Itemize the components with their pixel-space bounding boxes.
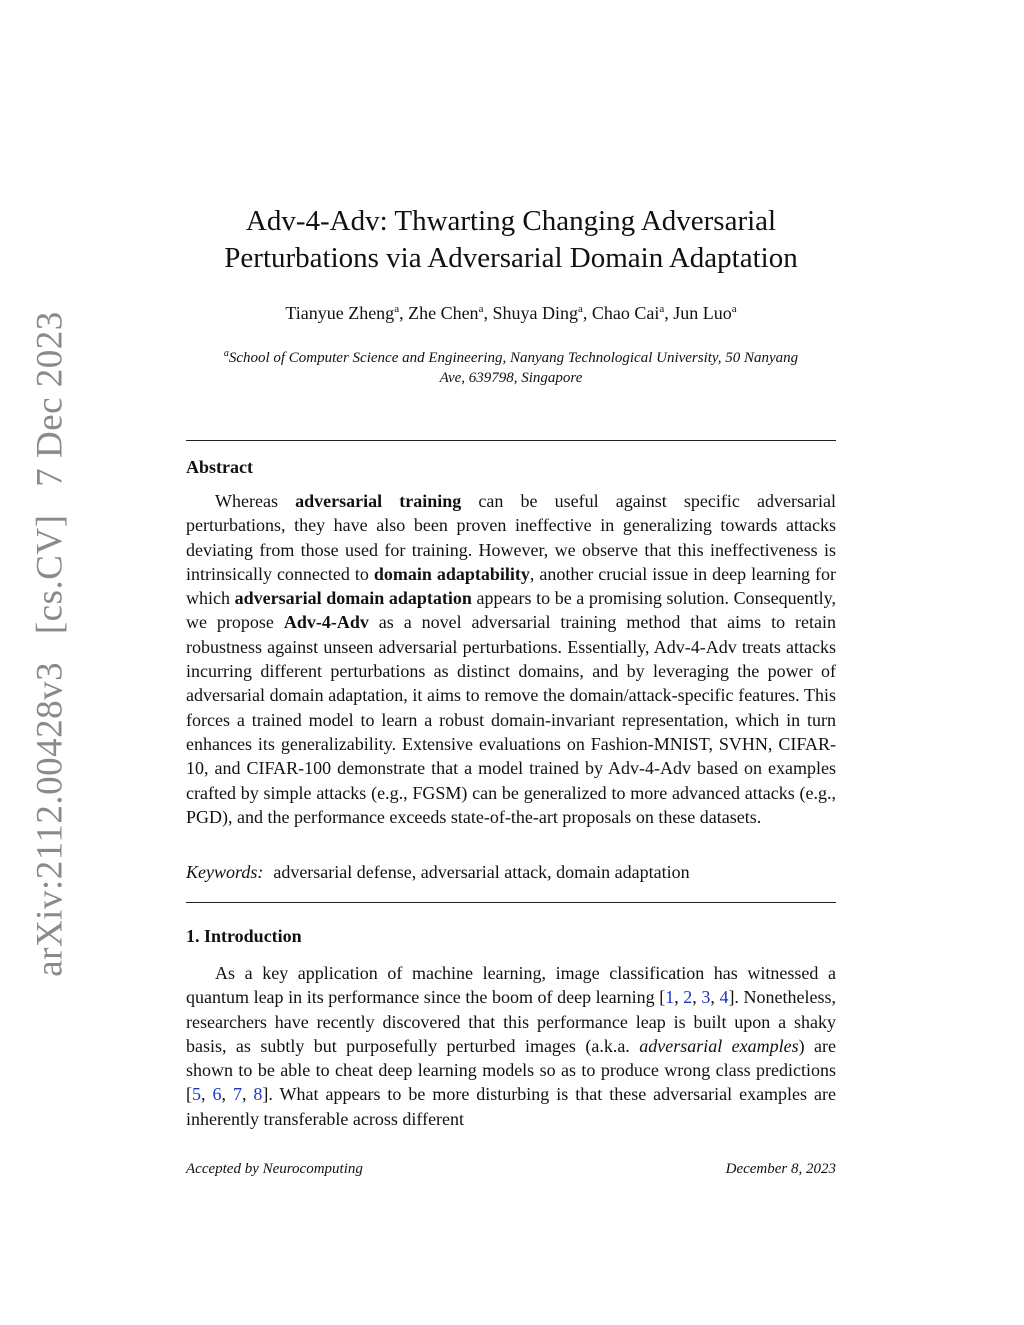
affiliation [186,344,836,388]
citation-link[interactable]: 1 [665,987,675,1008]
arxiv-id: arXiv:2112.00428v3 [29,661,71,977]
author-affil-mark: a [731,303,737,315]
intro-text: ]. Nonetheless, researchers have recently discovered that this performance leap is built upon a shaky basis, as subtly but purposefully perturbed images (a.k.a. [186,987,836,1056]
author-affil-mark: a [478,303,484,315]
intro-text: ]. What appears to be more disturbing is that these adversarial examples are inherently transferable across different [186,1084,836,1129]
author-affil-mark: a [659,303,665,315]
abstract-text: appears to be a promising solution. Consequently, we propose [186,588,836,633]
title-line-2: Perturbations via Adversarial Domain Adaptation [224,242,798,274]
abstract-bold-term: adversarial training [295,491,462,511]
intro-italic-term: adversarial examples [639,1035,799,1056]
abstract-text: can be useful against specific adversarial perturbations, they have also been proven ineffective in generalizing towards attacks deviating from those used for training. However, we observe that this ineffectiveness is intrinsically connected to [186,491,836,584]
abstract-bold-term: adversarial domain adaptation [234,588,472,609]
abstract-heading: Abstract [186,457,253,477]
citation-link[interactable]: 7 [232,1084,242,1105]
intro-text: ) are shown to be able to cheat deep learning models so as to produce wrong class predictions [ [186,1035,837,1105]
arxiv-date: 7 Dec 2023 [29,311,71,487]
abstract-text: as a novel adversarial training method that aims to retain robustness against unseen adversarial perturbations. Essentially, Adv-4-Adv treats attacks incurring different perturbations as distinct domains, and by leveraging the power of adversarial domain adaptation, it aims to remove the domain/attack-specific features. This forces a trained model to learn a robust domain-invariant representation, which in turn enhances its generalizability. Extensive evaluations on Fashion-MNIST, SVHN, CIFAR-10, and CIFAR-100 demonstrate that a model trained by Adv-4-Adv based on examples crafted by simple attacks (e.g., FGSM) can be generalized to more advanced attacks (e.g., PGD), and the performance exceeds state-of-the-art proposals on these datasets. [186,612,836,827]
title-line-1: Adv-4-Adv: Thwarting Changing Adversarial [245,205,777,237]
author-list: Tianyue Zheng$^a$, Zhe Chen$^a$, Shuya Ding$^a$, Chao Cai$^a$, Jun Luo$^a$ [285,303,737,323]
author-affil-mark: a [577,303,583,315]
intro-text: As a key application of machine learning, image classification has witnessed a quantum leap in its performance since the boom of deep learning [ [186,963,836,1008]
citation-link[interactable]: 3 [701,987,711,1008]
citation-link[interactable]: 2 [683,987,693,1008]
affiliation-text-1: School of Computer Science and Engineering, Nanyang Technological University, 50 Nanyang [228,350,799,366]
arxiv-category: [cs.CV] [29,514,71,635]
paper-title [186,203,836,277]
top-divider [186,440,836,441]
keywords-text: adversarial defense, adversarial attack, domain adaptation [273,862,690,882]
affiliation-line-1 [186,344,836,368]
author-name: Tianyue Zheng [285,303,395,323]
abstract-text: Whereas [215,491,296,511]
section-heading-introduction: 1. Introduction [186,926,302,946]
abstract-text: , another crucial issue in deep learning for which [186,563,836,609]
author-affil-mark: a [394,303,400,315]
arxiv-identifier-stamp [29,311,72,977]
introduction-body: As a key application of machine learning, image classification has witnessed a quantum leap in its performance since the boom of deep learning [1, 2, 3, 4]. Nonetheless, researchers have recently discovered that this performance leap is built upon a shaky basis, as subtly but purposefully perturbed images (a.k.a. adversarial examples) are shown to be able to cheat deep learning models so as to produce wrong class predictions [5, 6, 7, 8]. What appears to be more disturbing is that these adversarial examples are inherently transferable across different [186,963,837,1129]
bottom-divider [186,902,836,903]
abstract-body [186,489,836,829]
keywords [186,862,690,883]
keywords-label: Keywords: [186,862,264,882]
affiliation-line-2: Ave, 639798, Singapore [439,370,583,386]
abstract-bold-term: Adv-4-Adv [283,612,369,633]
author-name: Zhe Chen [408,303,479,323]
abstract-bold-term: domain adaptability [373,563,530,584]
citation-link[interactable]: 4 [719,987,729,1008]
footer-journal-note: Accepted by Neurocomputing [186,1161,363,1177]
author-name: Shuya Ding [492,303,578,323]
citation-link[interactable]: 5 [192,1084,201,1105]
author-name: Chao Cai [591,303,660,323]
author-name: Jun Luo [673,303,732,323]
footer-date: December 8, 2023 [725,1161,836,1177]
citation-link[interactable]: 8 [253,1084,263,1105]
citation-link[interactable]: 6 [212,1084,222,1105]
affiliation-mark: a [223,348,229,359]
